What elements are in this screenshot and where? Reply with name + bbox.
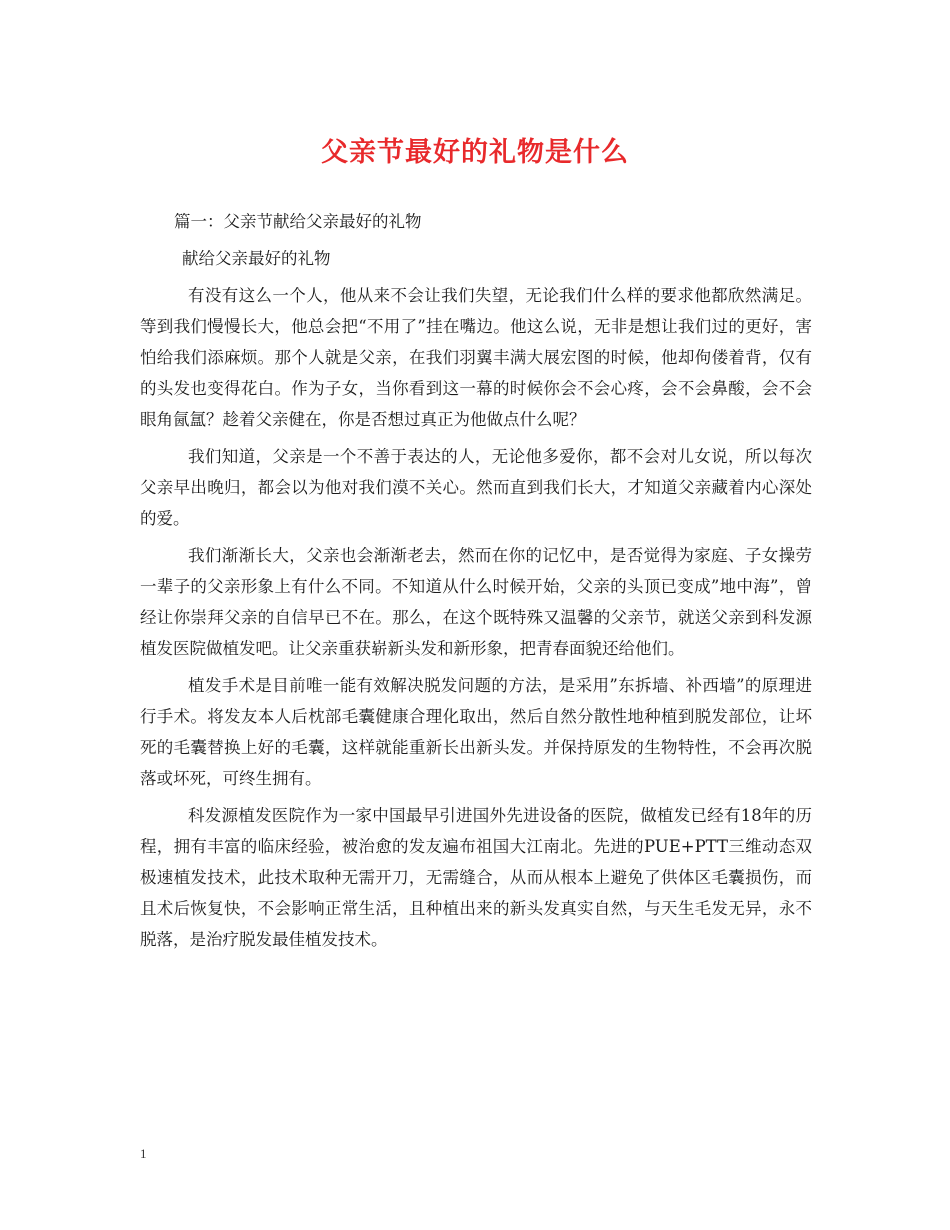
paragraph-3: 我们渐渐长大，父亲也会渐渐老去，然而在你的记忆中，是否觉得为家庭、子女操劳一辈子的父亲形象上有什么不同。不知道从什么时候开始，父亲的头顶已变成”地中海”，曾经让你崇拜父亲的自信早已不在。那么，在这个既特殊又温馨的父亲节，就送父亲到科发源植发医院做植发吧。让父亲重获崭新头发和新形象，把青春面貌还给他们。 bbox=[140, 546, 812, 658]
page-number: 1 bbox=[140, 1146, 147, 1161]
paragraph-1: 有没有这么一个人，他从来不会让我们失望，无论我们什么样的要求他都欣然满足。等到我们慢慢长大，他总会把“不用了”挂在嘴边。他这么说，无非是想让我们过的更好，害怕给我们添麻烦。那个人就是父亲，在我们羽翼丰满大展宏图的时候，他却佝偻着背，仅有的头发也变得花白。作为子女，当你看到这一幕的时候你会不会心疼，会不会鼻酸，会不会眼角氤氲？趁着父亲健在，你是否想过真正为他做点什么呢？ bbox=[140, 286, 812, 429]
document-body bbox=[140, 206, 812, 961]
sub-heading: 献给父亲最好的礼物 bbox=[182, 249, 331, 268]
paragraph-5: 科发源植发医院作为一家中国最早引进国外先进设备的医院，做植发已经有18年的历程，拥有丰富的临床经验，被治愈的发友遍布祖国大江南北。先进的PUE+PTT三维动态双极速植发技术，此技术取种无需开刀，无需缝合，从而从根本上避免了供体区毛囊损伤，而且术后恢复快，不会影响正常生活，且种植出来的新头发真实自然，与天生毛发无异，永不脱落，是治疗脱发最佳植发技术。 bbox=[140, 806, 812, 949]
paragraph-2: 我们知道，父亲是一个不善于表达的人，无论他多爱你，都不会对儿女说，所以每次父亲早出晚归，都会以为他对我们漠不关心。然而直到我们长大，才知道父亲藏着内心深处的爱。 bbox=[140, 447, 812, 528]
section-heading: 篇一：父亲节献给父亲最好的礼物 bbox=[174, 212, 422, 231]
document-title: 父亲节最好的礼物是什么 bbox=[321, 137, 629, 168]
paragraph-4: 植发手术是目前唯一能有效解决脱发问题的方法，是采用”东拆墙、补西墙”的原理进行手术。将发友本人后枕部毛囊健康合理化取出，然后自然分散性地种植到脱发部位，让坏死的毛囊替换上好的毛囊，这样就能重新长出新头发。并保持原发的生物特性，不会再次脱落或坏死，可终生拥有。 bbox=[140, 676, 812, 788]
